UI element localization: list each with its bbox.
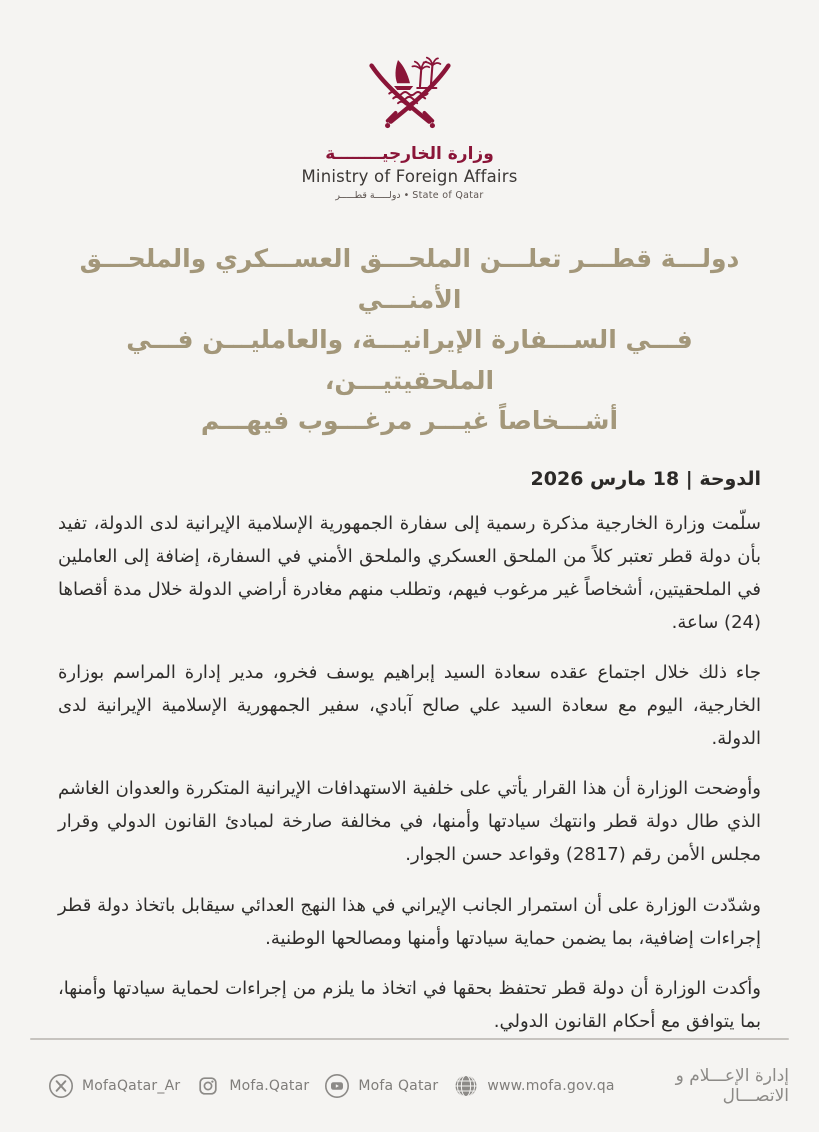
state-of-qatar-line: دولـــــة قطـــــر • State of Qatar: [335, 190, 484, 201]
website-url: www.mofa.gov.qa: [487, 1078, 615, 1095]
paragraph-1: سلّمت وزارة الخارجية مذكرة رسمية إلى سفارة الجمهورية الإسلامية الإيرانية لدى الدولة، تفيد بأن دولة قطر تعتبر كلاً من الملحق العسكري والملحق الأمني في السفارة، إضافة إلى العاملين في الملحقيتين، أشخاصاً غير مرغوب فيهم، وتطلب منهم مغادرة أراضي الدولة خلال مدة أقصاها (24) ساعة.: [58, 512, 761, 633]
paragraph-4: وشدّدت الوزارة على أن استمرار الجانب الإيراني في هذا النهج العدائي سيقابل باتخاذ دولة قطر إجراءات إضافية، بما يضمن حماية سيادتها وأمنها ومصالحها الوطنية.: [58, 894, 761, 949]
twitter-handle: MofaQatar_Ar: [82, 1078, 181, 1095]
social-links: [48, 1073, 615, 1099]
title-line-2: فـــي الســـفارة الإيرانيـــة، والعامليـــن فـــي الملحقيتيـــن،: [126, 325, 693, 395]
qatar-mofa-emblem-icon: [354, 56, 466, 136]
footer: [0, 1038, 819, 1132]
paragraph-3: وأوضحت الوزارة أن هذا القرار يأتي على خلفية الاستهدافات الإيرانية المتكررة والعدوان الغاشم الذي طال دولة قطر وانتهك سيادتها وأمنها، في مخالفة صارخة لمبادئ القانون الدولي وقرار مجلس الأمن رقم (2817) وقواعد حسن الجوار.: [58, 778, 761, 866]
paragraph-2: جاء ذلك خلال اجتماع عقده سعادة السيد إبراهيم يوسف فخرو، مدير إدارة المراسم بوزارة الخارجية، اليوم مع سعادة السيد علي صالح آبادي، سفير الجمهورية الإسلامية الإيرانية لدى الدولة.: [58, 661, 761, 750]
website-link[interactable]: [453, 1073, 614, 1099]
instagram-handle: Mofa.Qatar: [229, 1078, 310, 1095]
ministry-name-english: Ministry of Foreign Affairs: [301, 167, 518, 186]
title-line-1: دولـــة قطـــر تعلـــن الملحـــق العســـكري والملحـــق الأمنـــي: [79, 244, 740, 314]
ministry-name-arabic: وزارة الخارجيــــــــة: [325, 144, 494, 164]
youtube-icon: [324, 1073, 350, 1099]
youtube-handle: Mofa Qatar: [358, 1078, 439, 1095]
x-icon: [48, 1073, 74, 1099]
mofa-logo-block: [0, 56, 819, 201]
footer-divider: [30, 1038, 789, 1040]
press-release-body: [0, 442, 819, 1039]
instagram-link[interactable]: [195, 1073, 309, 1099]
press-release-title: [0, 239, 819, 442]
globe-icon: [453, 1073, 479, 1099]
youtube-link[interactable]: [324, 1073, 438, 1099]
title-line-3: أشـــخاصاً غيـــر مرغـــوب فيهـــم: [200, 406, 619, 435]
paragraph-5: وأكدت الوزارة أن دولة قطر تحتفظ بحقها في اتخاذ ما يلزم من إجراءات لحماية سيادتها وأمنها، بما يتوافق مع أحكام القانون الدولي.: [58, 977, 761, 1032]
media-communication-dept-label: إدارة الإعـــلام و الاتصـــال: [675, 1066, 789, 1107]
dateline: الدوحة | 18 مارس 2026: [530, 467, 761, 490]
twitter-link[interactable]: [48, 1073, 180, 1099]
instagram-icon: [195, 1073, 221, 1099]
